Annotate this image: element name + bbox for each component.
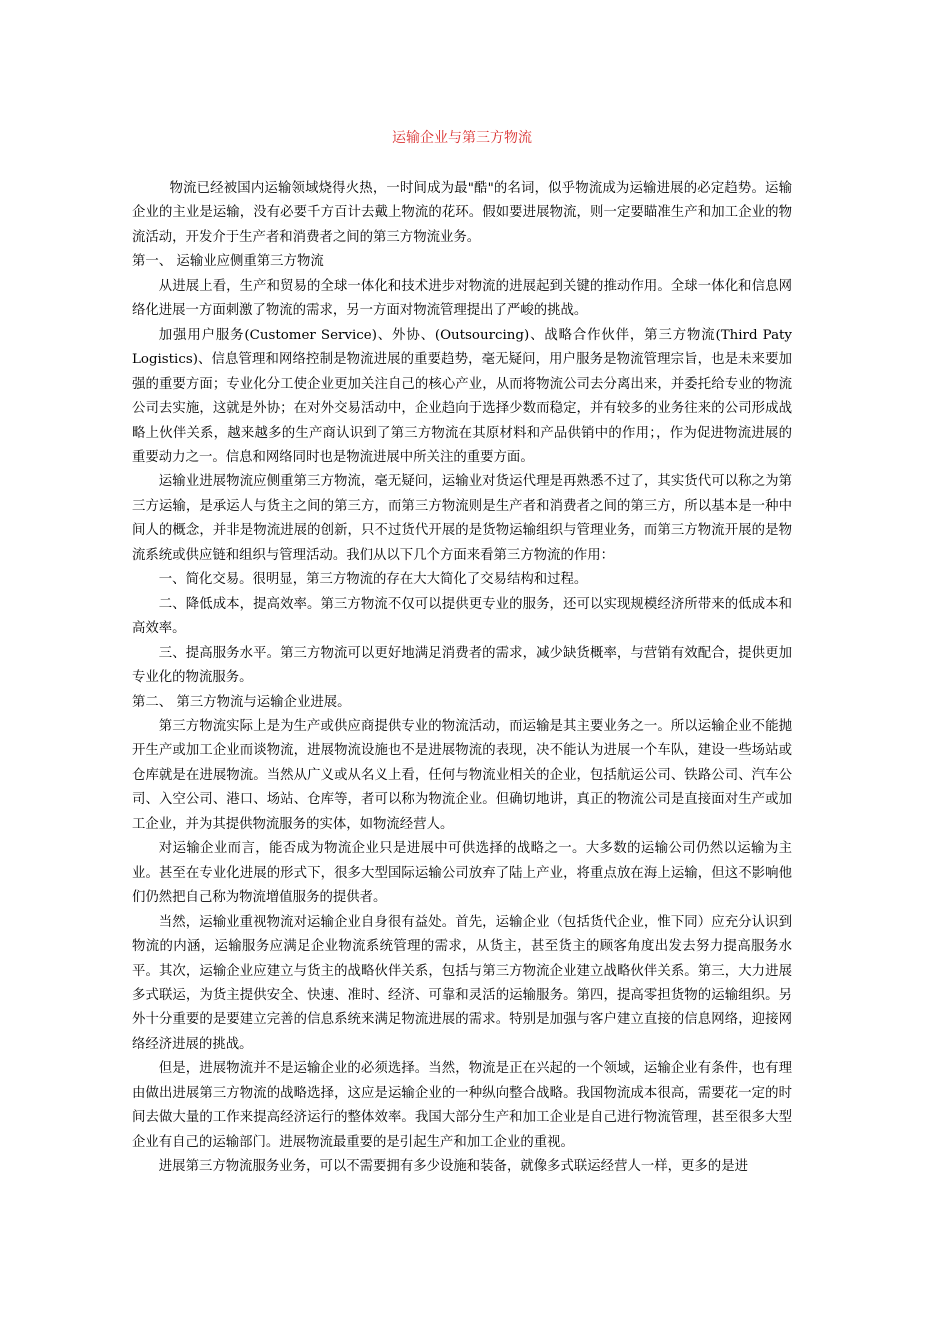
paragraph: 当然，运输业重视物流对运输企业自身很有益处。首先，运输企业（包括货代企业，惟下同）应充分认识到物流的内涵，运输服务应满足企业物流系统管理的需求，从货主，甚至货主的顾客角度出发去努力提高服务水平。其次，运输企业应建立与货主的战略伙伴关系，包括与第三方物流企业建立战略伙伴关系。第三，大力进展多式联运，为货主提供安全、快速、准时、经济、可靠和灵活的运输服务。第四，提高零担货物的运输组织。另外十分重要的是要建立完善的信息系统来满足物流进展的需求。特别是加强与客户建立直接的信息网络，迎接网络经济进展的挑战。 bbox=[132, 914, 792, 1052]
paragraph: 加强用户服务(Customer Service)、外协、(Outsourcing)、战略合作伙伴，第三方物流(Third Paty Logistics)、信息管理和网络控制是物流进展的重要趋势，毫无疑问，用户服务是物流管理宗旨，也是未来要加强的重要方面；专业化分工使企业更加关注自己的核心产业，从而将物流公司去分离出来，并委托给专业的物流公司去实施，这就是外协；在对外交易活动中，企业趋向于选择少数而稳定，并有较多的业务往来的公司形成战略上伙伴关系，越来越多的生产商认识到了第三方物流在其原材料和产品供销中的作用；，作为促进物流进展的重要动力之一。信息和网络同时也是物流进展中所关注的重要方面。 bbox=[132, 327, 792, 465]
paragraph: 但是，进展物流并不是运输企业的必须选择。当然，物流是正在兴起的一个领域，运输企业有条件，也有理由做出进展第三方物流的战略选择，这应是运输企业的一种纵向整合战略。我国物流成本很高，需要花一定的时间去做大量的工作来提高经济运行的整体效率。我国大部分生产和加工企业是自己进行物流管理，甚至很多大型企业有自己的运输部门。进展物流最重要的是引起生产和加工企业的重视。 bbox=[132, 1061, 792, 1150]
section-heading: 第一、 运输业应侧重第三方物流 bbox=[132, 254, 324, 270]
paragraph: 第三方物流实际上是为生产或供应商提供专业的物流活动，而运输是其主要业务之一。所以运输企业不能抛开生产或加工企业而谈物流，进展物流设施也不是进展物流的表现，决不能认为进展一个车队，建设一些场站或仓库就是在进展物流。当然从广义或从名义上看，任何与物流业相关的企业，包括航运公司、铁路公司、汽车公司、入空公司、港口、场站、仓库等，者可以称为物流企业。但确切地讲，真正的物流公司是直接面对生产或加工企业，并为其提供物流服务的实体，如物流经营人。 bbox=[132, 718, 792, 832]
paragraph: 对运输企业而言，能否成为物流企业只是进展中可供选择的战略之一。大多数的运输公司仍然以运输为主业。甚至在专业化进展的形式下，很多大型国际运输公司放弃了陆上产业，将重点放在海上运输，但这不影响他们仍然把自己称为物流增值服务的提供者。 bbox=[132, 841, 792, 906]
paragraph: 三、提高服务水平。第三方物流可以更好地满足消费者的需求，减少缺货概率，与营销有效配合，提供更加专业化的物流服务。 bbox=[132, 645, 792, 686]
paragraph: 一、简化交易。很明显，第三方物流的存在大大简化了交易结构和过程。 bbox=[158, 572, 588, 588]
section-heading: 第二、 第三方物流与运输企业进展。 bbox=[132, 694, 351, 710]
paragraph: 运输业进展物流应侧重第三方物流，毫无疑问，运输业对货运代理是再熟悉不过了，其实货代可以称之为第三方运输，是承运人与货主之间的第三方，而第三方物流则是生产者和消费者之间的第三方，所以基本是一种中间人的概念，并非是物流进展的创新，只不过货代开展的是货物运输组织与管理业务，而第三方物流开展的是物流系统或供应链和组织与管理活动。我们从以下几个方面来看第三方物流的作用： bbox=[132, 474, 792, 563]
document-body bbox=[132, 177, 792, 1180]
document-title: 运输企业与第三方物流 bbox=[392, 130, 532, 146]
paragraph: 二、降低成本，提高效率。第三方物流不仅可以提供更专业的服务，还可以实现规模经济所带来的低成本和高效率。 bbox=[132, 596, 792, 637]
paragraph: 从进展上看，生产和贸易的全球一体化和技术进步对物流的进展起到关键的推动作用。全球一体化和信息网络化进展一方面刺激了物流的需求，另一方面对物流管理提出了严峻的挑战。 bbox=[132, 278, 792, 319]
paragraph: 进展第三方物流服务业务，可以不需要拥有多少设施和装备，就像多式联运经营人一样，更多的是进 bbox=[158, 1159, 748, 1175]
paragraph: 物流已经被国内运输领域烧得火热，一时间成为最"酷"的名词，似乎物流成为运输进展的必定趋势。运输企业的主业是运输，没有必要千方百计去戴上物流的花环。假如要进展物流，则一定要瞄准生产和加工企业的物流活动，开发介于生产者和消费者之间的第三方物流业务。 bbox=[132, 181, 792, 245]
